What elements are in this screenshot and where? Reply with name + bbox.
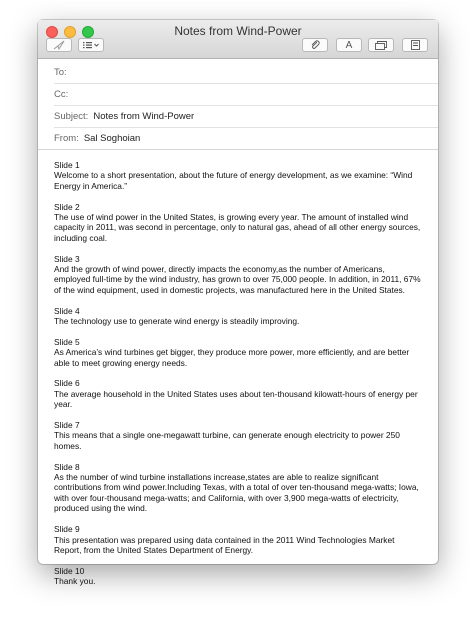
message-body[interactable] [38,150,438,587]
slide-note [54,420,422,451]
slide-text: And the growth of wind power, directly impacts the economy,as the number of Americans, employed full-time by the wind industry, has grown to over 75,000 people. In addition, in 2011, 67% of the wind equipment, used in domestic projects, was manufactured here in the United States. [54,264,421,295]
mail-compose-window [38,20,438,587]
from-field[interactable] [38,128,438,150]
slide-note [54,566,422,587]
slide-note [54,462,422,514]
header-fields-button[interactable] [78,38,104,52]
slide-text: As America’s wind turbines get bigger, they produce more power, more efficiently, and are better able to meet growing energy needs. [54,347,410,368]
from-value: Sal Soghoian [83,133,141,144]
send-button[interactable] [46,38,72,52]
slide-text: This means that a single one-megawatt turbine, can generate enough electricity to power 250 homes. [54,430,400,451]
slide-title: Slide 8 [54,461,80,472]
slide-note [54,202,422,244]
header-fields [38,62,438,150]
attach-button[interactable] [302,38,328,52]
slide-title: Slide 10 [54,565,85,576]
slide-note [54,160,422,191]
photo-browser-icon [375,41,387,50]
slide-note [54,524,422,555]
slide-title: Slide 9 [54,524,80,535]
window-title: Notes from Wind-Power [174,24,302,38]
slide-text: Thank you. [54,576,96,587]
slide-text: As the number of wind turbine installations increase,states are able to realize significant contributions from wind power.Including Texas, with a total of over ten-thousand mega-watts; Iowa, with over four-thousand mega-watts; and California, with over 3,900 mega-watts of electricity, produced using the wind. [54,472,419,514]
format-label: A [345,39,353,51]
slide-title: Slide 4 [54,305,80,316]
slide-text: Welcome to a short presentation, about the future of energy development, as we examine: “Wind Energy in America.” [54,170,413,191]
stationery-icon [411,40,420,50]
subject-value: Notes from Wind-Power [93,111,195,122]
slide-text: The average household in the United States uses about ten-thousand kilowatt-hours of energy per year. [54,388,418,410]
from-label: From: [54,133,79,144]
slide-title: Slide 7 [54,420,80,431]
slide-note [54,254,422,296]
slide-title: Slide 3 [54,253,80,264]
subject-label: Subject: [54,111,89,122]
cc-label: Cc: [54,89,69,100]
slide-title: Slide 2 [54,201,80,212]
format-button[interactable] [336,38,362,52]
stationery-button[interactable] [402,38,428,52]
slide-text: The technology use to generate wind energy is steadily improving. [54,316,300,327]
slide-note [54,337,422,368]
to-label: To: [54,67,67,78]
cc-field[interactable] [54,84,438,106]
slide-text: The use of wind power in the United States, is growing every year. The amount of installed wind capacity in 2011, was second in percentage, only to natural gas, ahead of all other energy sources, including coal. [54,212,421,243]
to-field[interactable] [54,62,438,84]
slide-title: Slide 1 [54,160,80,170]
send-icon [53,40,65,50]
slide-note [54,306,422,327]
list-options-icon [82,41,100,49]
slide-title: Slide 6 [54,378,80,389]
photo-browser-button[interactable] [368,38,394,52]
title-bar [38,20,438,59]
subject-field[interactable] [54,106,438,128]
slide-text: This presentation was prepared using data contained in the 2011 Wind Technologies Market Report, from the United States Department of Energy. [54,534,395,555]
slide-note [54,378,422,409]
slide-title: Slide 5 [54,336,80,347]
paperclip-icon [310,40,320,50]
